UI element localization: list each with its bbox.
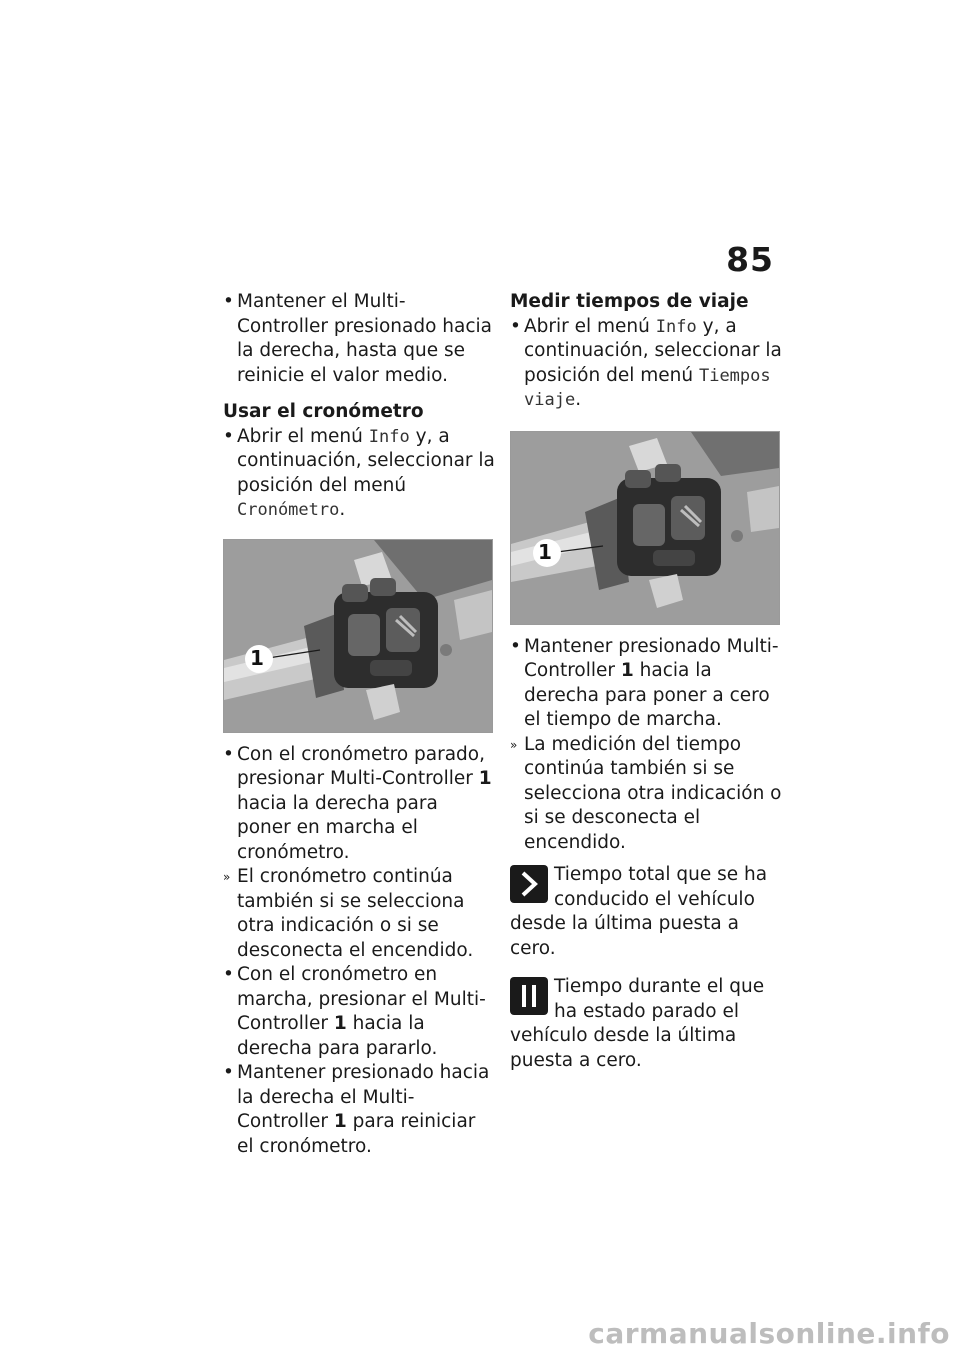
section-heading-stopwatch: Usar el cronómetro (223, 401, 424, 422)
step-text: y, a continuación, seleccionar la posición del menú (237, 425, 495, 496)
list-item (223, 963, 495, 1061)
step-text: hacia la derecha para pararlo. (237, 1013, 438, 1059)
page-number: 85 (726, 240, 774, 279)
step-text: y, a continuación, seleccionar la posición del menú (524, 315, 782, 386)
watermark: carmanualsonline.info (588, 1317, 950, 1350)
step-text: hacia la derecha para poner en marcha el cronómetro. (237, 792, 438, 863)
right-column (510, 290, 782, 1073)
handlebar-figure (510, 431, 780, 625)
handlebar-illustration (511, 432, 779, 624)
reference-number: 1 (478, 768, 492, 789)
handlebar-illustration (224, 540, 492, 732)
legend-text: Tiempo total que se ha conducido el vehículo desde la última puesta a cero. (510, 864, 768, 959)
section-heading-trip-times: Medir tiempos de viaje (510, 291, 749, 312)
list-item (223, 743, 495, 866)
bullet-mark: • (510, 635, 521, 657)
step-text: Abrir el menú (237, 425, 369, 447)
step-text: para reiniciar el cronómetro. (237, 1111, 476, 1157)
menu-name-stopwatch: Cronómetro (237, 500, 340, 520)
handlebar-figure (223, 539, 493, 733)
bullet-mark: • (223, 964, 234, 985)
bullet-mark: • (510, 315, 521, 337)
legend-driving-time (510, 863, 782, 961)
step-text: Con el cronómetro parado, presionar Multi-Controller (237, 743, 485, 789)
legend-stop-time (510, 975, 782, 1073)
result-item (510, 733, 782, 856)
figure-callout-number: 1 (250, 645, 264, 670)
bullet-mark: • (223, 291, 234, 312)
step-text: . (575, 389, 582, 410)
result-mark: » (510, 737, 518, 752)
reference-number: 1 (333, 1013, 347, 1034)
reference-number: 1 (620, 660, 634, 681)
menu-name-info: Info (368, 426, 410, 447)
step-text: hacia la derecha para poner a cero el tiempo de marcha. (524, 660, 770, 730)
step-text: Mantener presionado hacia la derecha el Multi-Controller (237, 1062, 490, 1132)
result-item (223, 865, 495, 963)
bullet-mark: • (223, 425, 234, 447)
bullet-mark: • (223, 1062, 234, 1083)
result-mark: » (223, 870, 231, 884)
list-item (510, 315, 782, 413)
step-text: Mantener presionado Multi-Controller (524, 635, 779, 681)
reference-number: 1 (333, 1111, 347, 1132)
menu-name-trip-times: Tiempos viaje (524, 365, 771, 410)
intro-bullet-text: Mantener el Multi-Controller presionado hacia la derecha, hasta que se reinicie el valor medio. (237, 291, 493, 386)
result-text: La medición del tiempo continúa también si se selecciona otra indicación o si se desconecta el encendido. (524, 733, 782, 853)
play-arrow-icon (510, 865, 548, 903)
step-text: . (339, 499, 346, 520)
figure-callout-number: 1 (538, 539, 552, 564)
step-text: Con el cronómetro en marcha, presionar el Multi-Controller (237, 964, 486, 1034)
pause-icon (510, 977, 548, 1015)
list-item (510, 635, 782, 733)
list-item (223, 1061, 495, 1159)
bullet-mark: • (223, 743, 234, 765)
list-item (223, 290, 495, 388)
menu-name-info: Info (655, 316, 697, 337)
left-column (223, 290, 495, 1159)
result-text: El cronómetro continúa también si se selecciona otra indicación o si se desconecta el encendido. (237, 866, 474, 961)
step-text: Abrir el menú (524, 315, 656, 337)
legend-text: Tiempo durante el que ha estado parado el vehículo desde la última puesta a cero. (510, 976, 765, 1071)
list-item (223, 425, 495, 523)
